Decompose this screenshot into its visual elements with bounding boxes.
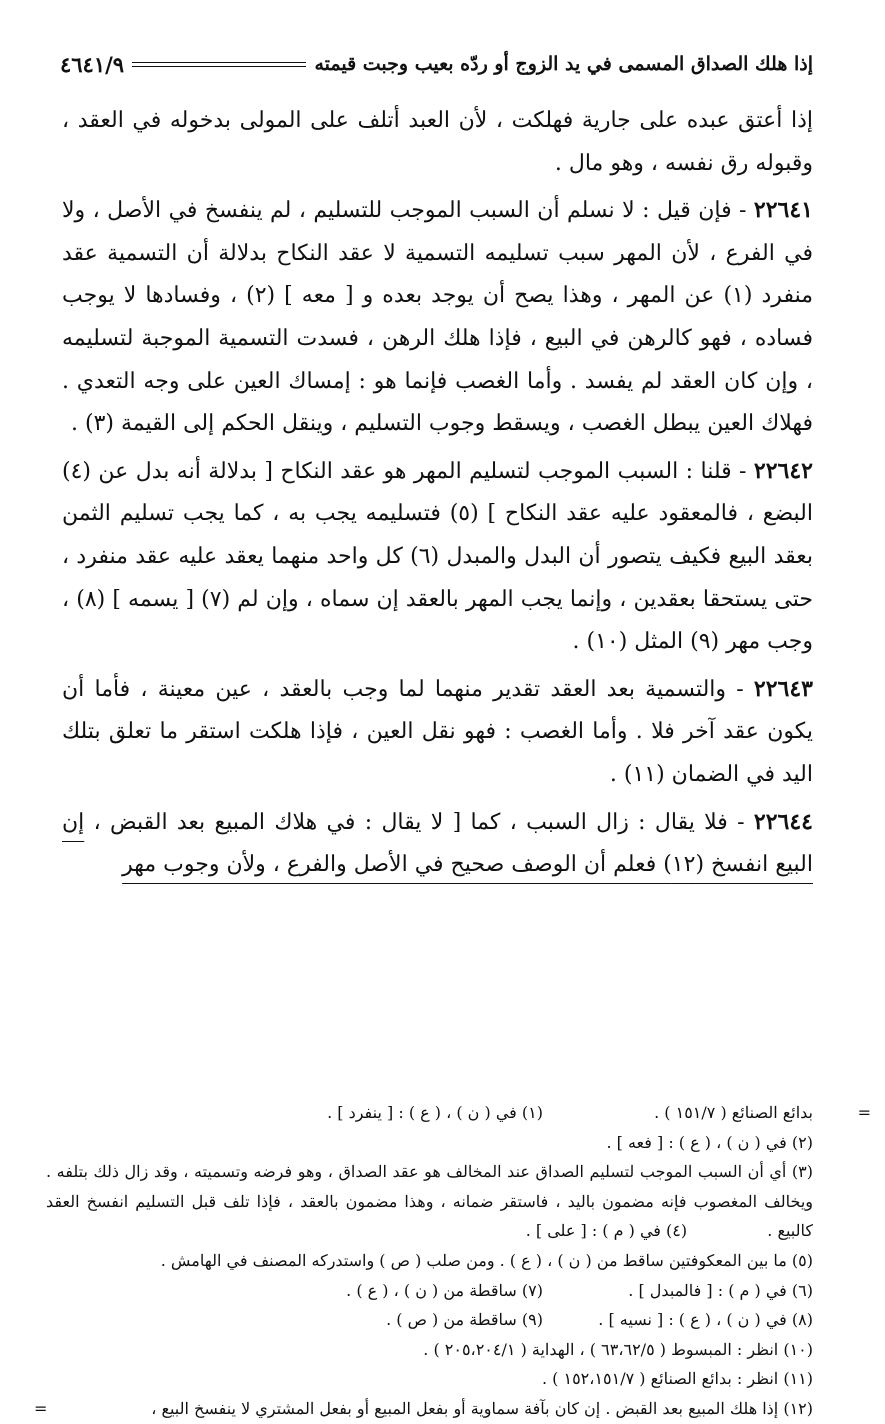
footnote-text: (٤) في ( م ) : [ على ] .: [525, 1221, 688, 1241]
footnote-row: [46, 1305, 813, 1335]
paragraph: [62, 189, 813, 446]
footnote: (٢) في ( ن ) ، ( ع ) : [ فعه ] .: [606, 1132, 813, 1152]
footnote: [46, 1157, 813, 1246]
paragraph-text: - والتسمية بعد العقد تقدير منهما لما وجب بالعقد ، عين معينة ، فأما أن يكون عقد آخر فلا . وأما الغصب : فهو نقل العين ، فإذا هلكت استقر ما تعلق بتلك اليد في الضمان (١١) .: [62, 676, 813, 787]
footnote-text: (٣) أي أن السبب الموجب لتسليم الصداق عند المخالف هو عقد الصداق ، وهو فرضه وتسميته ، وقد زال ذلك بتلفه . ويخالف المغصوب فإنه مضمون باليد ، فاستقر ضمانه ، وهذا مضمون بالعقد ، فإذا تلف قبل التسليم انفسخ العقد كالبيع .: [46, 1162, 813, 1241]
paragraph-number: ٢٢٦٤٣: [753, 675, 813, 702]
footnote: (١٢) إذا هلك المبيع بعد القبض . إن كان بآفة سماوية أو بفعل المبيع أو بفعل المشتري لا ينفسخ البيع ،: [151, 1398, 813, 1418]
paragraph-text: - فإن قيل : لا نسلم أن السبب الموجب للتسليم ، لم ينفسخ في الأصل ، ولا في الفرع ، لأن المهر سبب تسليمه التسمية لا عقد النكاح بدلالة أن التسمية عقد منفرد (١) عن المهر ، وهذا يصح أن يوجد بعده و [ معه ] (٢) ، وفسادها لا يوجب فساده ، فهو كالرهن في البيع ، فإذا هلك الرهن ، فسدت التسمية الموجبة لتسليمه ، وإن كان العقد لم يفسد . وأما الغصب فإنما هو : إمساك العين على وجه التعدي . فهلاك العين يبطل الغصب ، ويسقط وجوب التسليم ، وينقل الحكم إلى القيمة (٣) .: [62, 198, 813, 437]
footnote: (١) في ( ن ) ، ( ع ) : [ ينفرد ] .: [327, 1103, 543, 1122]
page-number: ٤٦٤١/٩: [60, 51, 125, 77]
footnote-row: [34, 1394, 813, 1424]
paragraph-number: ٢٢٦٤٢: [753, 457, 813, 484]
underlined-line: إن البيع انفسخ (١٢) فعلم أن الوصف صحيح في الأصل والفرع ، ولأن وجوب مهر: [62, 809, 813, 878]
footnotes: [34, 1098, 871, 1424]
footnote: (٦) في ( م ) : [ فالمبدل ] .: [628, 1280, 813, 1300]
continuation-mark: =: [857, 1103, 871, 1122]
paragraph-text: - قلنا : السبب الموجب لتسليم المهر هو عقد النكاح [ بدلالة أنه بدل عن (٤) البضع ، فالمعقود عليه عقد النكاح ] (٥) فتسليمه يجب به ، كما يجب تسليم الثمن بعقد البيع فكيف يتصور أن البدل والمبدل (٦) كل واحد منهما يعقد عليه عقد منفرد ، حتى يستحقا بعقدين ، وإنما يجب المهر بالعقد إن سماه ، وإن لم (٧) [ يسمه ] (٨) ، وجب مهر (٩) المثل (١٠) .: [62, 458, 813, 655]
header-rule: [132, 62, 306, 67]
footnote-row: [46, 1276, 813, 1306]
footnote: (٧) ساقطة من ( ن ) ، ( ع ) .: [346, 1280, 543, 1300]
paragraph: [62, 100, 813, 185]
paragraph-text: - فلا يقال : زال السبب ، كما [ لا يقال : في هلاك المبيع بعد القبض ،: [84, 809, 754, 835]
paragraph: [62, 450, 813, 664]
footnote: (٥) ما بين المعكوفتين ساقط من ( ن ) ، ( ع ) . ومن صلب ( ص ) واستدركه المصنف في الهامش .: [160, 1250, 813, 1270]
footnote: (١٠) انظر : المبسوط ( ٦٣،٦٢/٥ ) ، الهداية ( ٢٠٥،٢٠٤/١ ) .: [423, 1339, 813, 1359]
footnote: (١١) انظر : بدائع الصنائع ( ١٥٢،١٥١/٧ ) .: [541, 1369, 813, 1389]
footnote: (٨) في ( ن ) ، ( ع ) : [ نسيه ] .: [598, 1310, 813, 1330]
continuation-mark: =: [34, 1398, 48, 1418]
paragraph-number: ٢٢٦٤١: [753, 197, 813, 224]
paragraph: [62, 668, 813, 797]
header-title: إذا هلك الصداق المسمى في يد الزوج أو ردّه بعيب وجبت قيمته: [314, 53, 813, 75]
paragraph-text: إذا أعتق عبده على جارية فهلكت ، لأن العبد أتلف على المولى بدخوله في العقد ، وقبوله رق نفسه ، وهو مال .: [62, 108, 813, 176]
footnote: (٩) ساقطة من ( ص ) .: [386, 1310, 543, 1330]
paragraph: [62, 801, 813, 887]
main-text: [62, 100, 813, 891]
paragraph-number: ٢٢٦٤٤: [753, 808, 813, 835]
footnote-continued: بدائع الصنائع ( ١٥١/٧ ) .: [654, 1103, 813, 1122]
footnote-row: [46, 1098, 871, 1128]
running-header: [60, 44, 813, 84]
